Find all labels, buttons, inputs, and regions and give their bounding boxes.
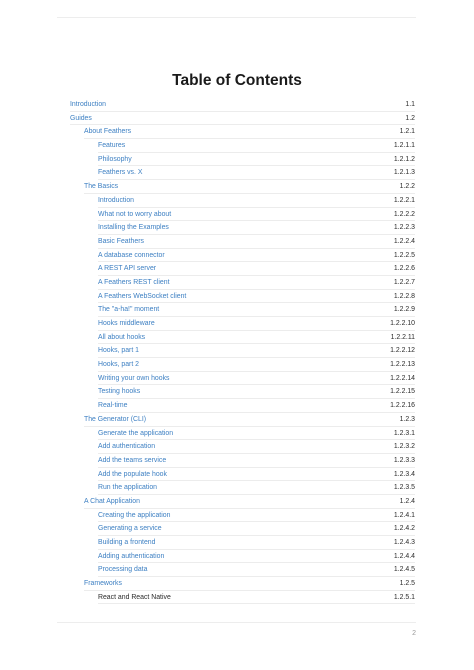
toc-entry-label[interactable]: Introduction bbox=[70, 101, 107, 108]
toc-entry[interactable] bbox=[98, 303, 415, 317]
toc-entry-label[interactable]: Add authentication bbox=[98, 443, 156, 451]
toc-entry-number: 1.1 bbox=[405, 101, 415, 108]
toc-entry-label[interactable]: Add the populate hook bbox=[98, 470, 167, 478]
toc-entry-label[interactable]: What not to worry about bbox=[98, 210, 172, 218]
toc-entry-label[interactable]: The "a-ha!" moment bbox=[98, 306, 160, 314]
toc-entry[interactable] bbox=[98, 358, 415, 372]
page-number: 2 bbox=[412, 630, 416, 637]
toc-entry-number: 1.2.5 bbox=[399, 580, 415, 588]
toc-entry-label[interactable]: Features bbox=[98, 142, 126, 150]
toc-entry-number: 1.2.4.3 bbox=[393, 539, 415, 546]
toc-entry[interactable] bbox=[98, 153, 415, 167]
toc-entry-number: 1.2.3.3 bbox=[393, 456, 415, 464]
toc-entry[interactable] bbox=[84, 413, 415, 427]
toc-entry-number: 1.2.5.1 bbox=[393, 593, 415, 601]
toc-entry[interactable] bbox=[70, 98, 415, 112]
toc-entry[interactable] bbox=[98, 194, 415, 208]
toc-entry[interactable] bbox=[98, 331, 415, 345]
toc-entry-label[interactable]: Guides bbox=[70, 114, 92, 122]
toc-entry[interactable] bbox=[84, 577, 415, 591]
toc-entry-label[interactable]: Testing hooks bbox=[98, 388, 141, 396]
toc-entry-label[interactable]: Installing the Examples bbox=[98, 224, 169, 232]
page-title: Table of Contents bbox=[172, 72, 302, 89]
toc-entry-label[interactable]: Frameworks bbox=[84, 580, 122, 588]
toc-entry-number: 1.2.2.16 bbox=[390, 402, 415, 410]
toc-entry-label[interactable]: Feathers vs. X bbox=[98, 169, 143, 177]
toc-entry-number: 1.2.2.8 bbox=[393, 292, 415, 300]
toc-entry-label[interactable]: About Feathers bbox=[84, 128, 132, 136]
toc-entry-number: 1.2.2.4 bbox=[393, 237, 415, 245]
toc-entry-label[interactable]: Generate the application bbox=[98, 429, 174, 437]
toc-entry-number: 1.2.2.9 bbox=[393, 306, 415, 314]
toc-entry[interactable] bbox=[98, 399, 415, 413]
toc-entry-number: 1.2.3.5 bbox=[393, 484, 415, 492]
toc-entry[interactable] bbox=[98, 385, 415, 399]
toc-entry-number: 1.2.3.1 bbox=[393, 429, 415, 437]
toc-entry-number: 1.2.4.2 bbox=[393, 525, 415, 533]
toc-entry[interactable] bbox=[98, 249, 415, 263]
toc-entry[interactable] bbox=[84, 180, 415, 194]
toc-entry-label[interactable]: All about hooks bbox=[98, 333, 146, 341]
toc-entry-number: 1.2.2.14 bbox=[390, 374, 415, 382]
top-divider bbox=[57, 17, 416, 18]
toc-entry-number: 1.2.4 bbox=[399, 497, 415, 505]
toc-entry-number: 1.2.2.3 bbox=[393, 224, 415, 232]
toc-entry[interactable] bbox=[98, 221, 415, 235]
toc-entry[interactable] bbox=[98, 235, 415, 249]
toc-entry-label[interactable]: The Basics bbox=[84, 183, 119, 191]
toc-entry-label[interactable]: Hooks middleware bbox=[98, 320, 155, 327]
toc-entry-number: 1.2.2.13 bbox=[390, 361, 415, 369]
toc-entry[interactable] bbox=[70, 112, 415, 126]
toc-entry[interactable] bbox=[98, 440, 415, 454]
toc-entry-label[interactable]: Add the teams service bbox=[98, 456, 167, 464]
bottom-divider bbox=[57, 622, 416, 623]
toc-entry-label[interactable]: Processing data bbox=[98, 566, 148, 574]
toc-entry-label[interactable]: Introduction bbox=[98, 196, 135, 204]
toc-entry[interactable] bbox=[98, 454, 415, 468]
toc-entry[interactable] bbox=[84, 495, 415, 509]
toc-entry[interactable] bbox=[98, 139, 415, 153]
toc-entry[interactable] bbox=[84, 125, 415, 139]
toc-entry-label[interactable]: Hooks, part 1 bbox=[98, 347, 139, 355]
toc-entry-number: 1.2.1.2 bbox=[393, 155, 415, 163]
toc-entry-number: 1.2 bbox=[405, 114, 415, 122]
toc-entry[interactable] bbox=[98, 563, 415, 577]
toc-entry-number: 1.2.4.4 bbox=[393, 552, 415, 560]
toc-entry-number: 1.2.2.15 bbox=[390, 388, 415, 396]
toc-entry-number: 1.2.3.2 bbox=[393, 443, 415, 451]
toc-entry[interactable] bbox=[98, 509, 415, 523]
toc-entry[interactable] bbox=[98, 208, 415, 222]
toc-entry-label[interactable]: A Feathers WebSocket client bbox=[98, 292, 187, 300]
toc-entry-number: 1.2.1.1 bbox=[393, 142, 415, 150]
toc-entry-number: 1.2.2.7 bbox=[393, 278, 415, 286]
toc-entry-label[interactable]: Building a frontend bbox=[98, 539, 156, 546]
toc-entry-label[interactable]: Writing your own hooks bbox=[98, 374, 170, 382]
toc-entry-number: 1.2.3 bbox=[399, 415, 415, 423]
toc-entry[interactable] bbox=[98, 276, 415, 290]
toc-entry-number: 1.2.1 bbox=[399, 128, 415, 136]
toc-entry-number: 1.2.4.5 bbox=[393, 566, 415, 574]
toc-entry-number: 1.2.4.1 bbox=[393, 511, 415, 519]
toc-entry-label: React and React Native bbox=[98, 593, 171, 601]
table-of-contents bbox=[70, 98, 415, 604]
toc-entry-label[interactable]: Adding authentication bbox=[98, 552, 165, 560]
toc-entry[interactable] bbox=[98, 427, 415, 441]
toc-entry[interactable] bbox=[98, 262, 415, 276]
toc-entry-number: 1.2.3.4 bbox=[393, 470, 415, 478]
toc-entry[interactable] bbox=[98, 317, 415, 331]
toc-entry[interactable] bbox=[98, 468, 415, 482]
toc-entry[interactable] bbox=[98, 550, 415, 564]
toc-entry[interactable] bbox=[98, 481, 415, 495]
toc-entry-number: 1.2.2.10 bbox=[390, 320, 415, 327]
toc-entry-label[interactable]: A database connector bbox=[98, 251, 165, 259]
toc-entry-number: 1.2.2.2 bbox=[393, 210, 415, 218]
toc-entry-number: 1.2.2.5 bbox=[393, 251, 415, 259]
toc-entry[interactable] bbox=[98, 344, 415, 358]
toc-entry-label[interactable]: Generating a service bbox=[98, 525, 162, 533]
toc-entry-number: 1.2.2.6 bbox=[393, 265, 415, 273]
toc-entry-label[interactable]: A Feathers REST client bbox=[98, 278, 170, 286]
toc-entry[interactable] bbox=[98, 166, 415, 180]
toc-entry-label[interactable]: Hooks, part 2 bbox=[98, 361, 139, 369]
toc-entry-label[interactable]: A Chat Application bbox=[84, 497, 140, 505]
toc-entry-number: 1.2.2.11 bbox=[390, 333, 415, 341]
toc-entry-number: 1.2.1.3 bbox=[393, 169, 415, 177]
toc-entry bbox=[98, 591, 415, 605]
toc-entry[interactable] bbox=[98, 522, 415, 536]
toc-entry-number: 1.2.2.1 bbox=[393, 196, 415, 204]
toc-entry[interactable] bbox=[98, 290, 415, 304]
toc-entry-label[interactable]: Run the application bbox=[98, 484, 157, 492]
toc-entry[interactable] bbox=[98, 536, 415, 550]
toc-entry-number: 1.2.2 bbox=[399, 183, 415, 191]
toc-entry-label[interactable]: Philosophy bbox=[98, 155, 132, 163]
toc-entry-label[interactable]: Basic Feathers bbox=[98, 237, 144, 245]
toc-entry-label[interactable]: A REST API server bbox=[98, 265, 157, 273]
toc-entry-label[interactable]: The Generator (CLI) bbox=[84, 415, 147, 423]
toc-entry[interactable] bbox=[98, 372, 415, 386]
toc-entry-label[interactable]: Creating the application bbox=[98, 511, 171, 519]
toc-entry-number: 1.2.2.12 bbox=[390, 347, 415, 355]
toc-entry-label[interactable]: Real-time bbox=[98, 402, 128, 410]
